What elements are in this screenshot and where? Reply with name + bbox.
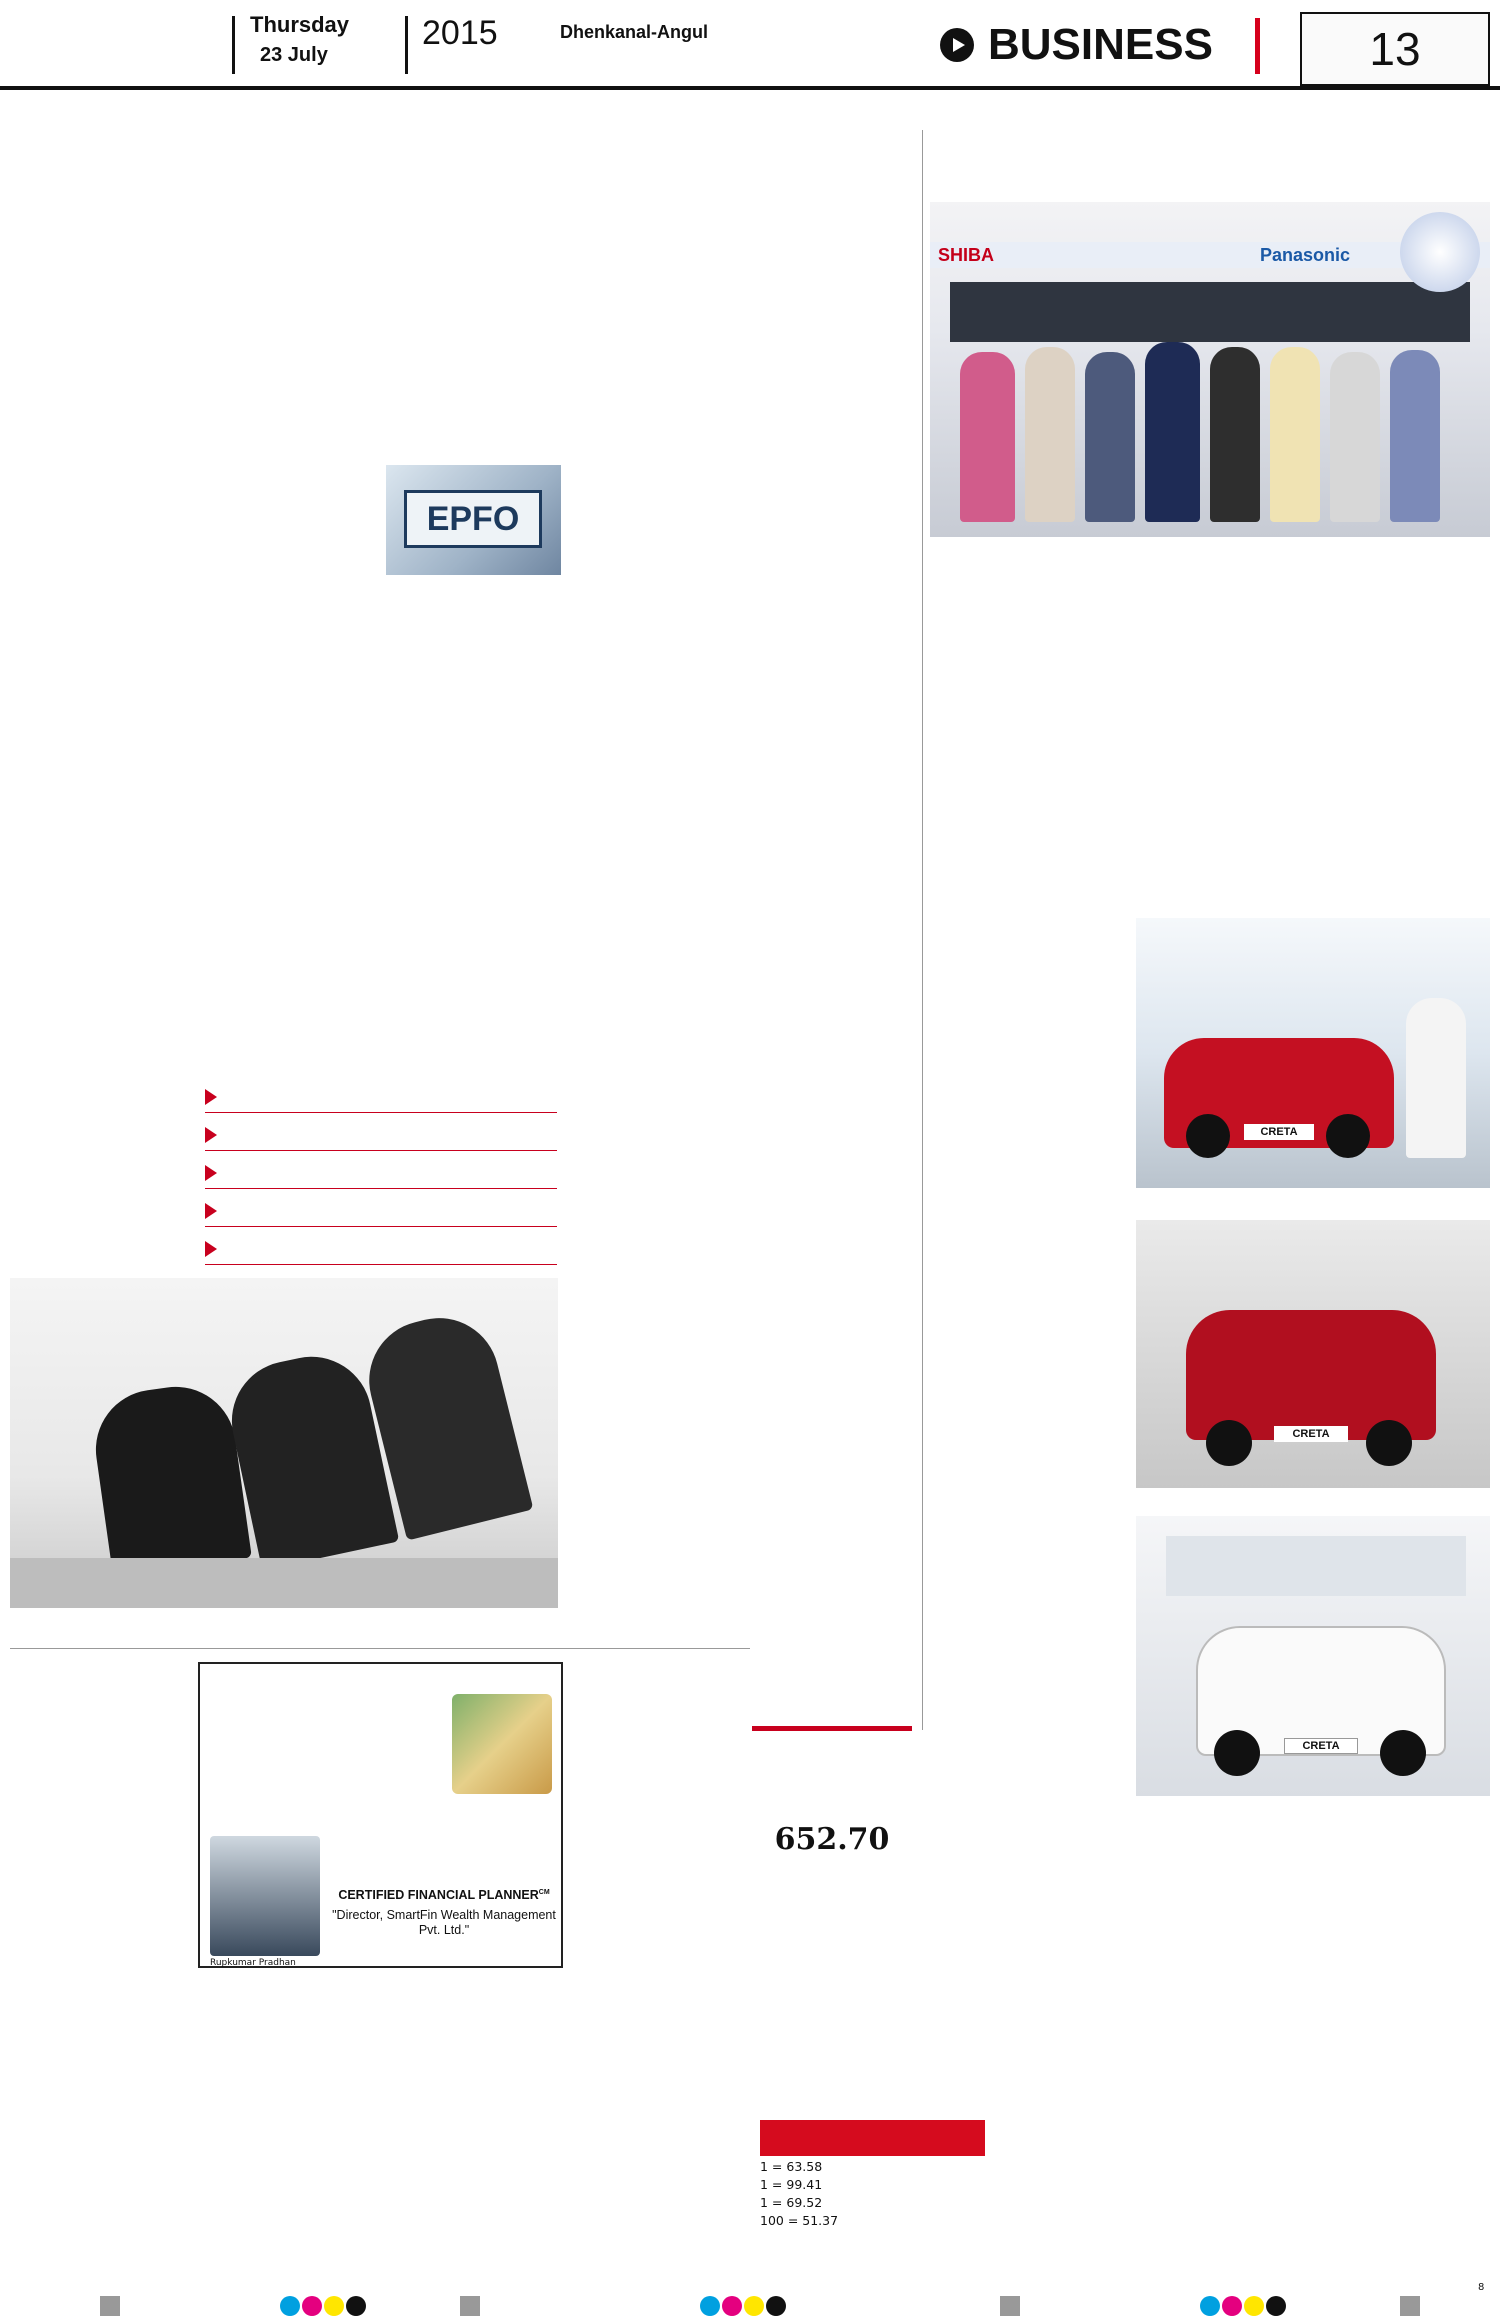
creta-launch-photo-3 xyxy=(1136,1516,1490,1796)
cyan-dot xyxy=(280,2296,300,2316)
advice-column-3 xyxy=(386,1976,558,2258)
plate: CRETA xyxy=(1244,1124,1314,1140)
toshiba-bullet xyxy=(205,1078,557,1113)
creta-column-1 xyxy=(930,918,1108,2022)
creta-column-2 xyxy=(1136,1822,1308,2022)
edition-name: Dhenkanal-Angul xyxy=(560,22,709,42)
toshiba-bullet xyxy=(205,1154,557,1189)
exchange-rate-row: 1 = 63.58 xyxy=(760,2159,823,2174)
plate: CRETA xyxy=(1284,1738,1358,1754)
sebi-column-1 xyxy=(930,2080,1108,2280)
exchange-rates-title xyxy=(760,2120,985,2156)
epfo-column-3 xyxy=(386,352,558,462)
black-dot xyxy=(766,2296,786,2316)
toshiba-bullet xyxy=(205,1192,557,1227)
nabard-column xyxy=(752,1868,912,2118)
flights-column xyxy=(752,792,912,1722)
toshiba-bullet xyxy=(205,1230,557,1265)
cyan-dot xyxy=(1200,2296,1220,2316)
nabard-amount: 652.70 xyxy=(774,1822,890,1857)
sebi-column-3 xyxy=(1306,2080,1490,2280)
gray-mark xyxy=(460,2296,480,2316)
advice-column-2 xyxy=(198,1976,376,2258)
sebi-column-2 xyxy=(1116,2080,1298,2280)
toshiba-column-1 xyxy=(10,792,188,1270)
exchange-rate-row: 100 = 51.37 xyxy=(760,2213,839,2228)
cyan-dot xyxy=(700,2296,720,2316)
golden-column-2 xyxy=(1116,566,1298,800)
epfo-column-5 xyxy=(743,352,908,788)
epfo-column-1 xyxy=(10,352,188,788)
people-group xyxy=(960,332,1460,522)
gray-mark xyxy=(1000,2296,1020,2316)
column-rule xyxy=(922,130,923,1730)
panasonic-sign: Panasonic xyxy=(1260,245,1351,265)
date-day: Thursday xyxy=(250,12,350,37)
plate: CRETA xyxy=(1274,1426,1348,1442)
advice-column-4 xyxy=(568,1662,743,2258)
masthead-divider xyxy=(232,16,235,74)
exchange-rates-list xyxy=(760,2158,920,2230)
footer-number: 8 xyxy=(1478,2282,1485,2293)
date-year: 2015 xyxy=(422,14,498,52)
toshiba-column-3 xyxy=(386,792,558,1070)
toshiba-bow-photo xyxy=(10,1278,558,1608)
black-dot xyxy=(1266,2296,1286,2316)
executive-figure xyxy=(88,1379,252,1577)
date-month-day: 23 July xyxy=(260,44,328,66)
golden-column-3 xyxy=(1306,566,1490,800)
nabard-rule xyxy=(752,1726,912,1731)
exchange-rate-row: 1 = 99.41 xyxy=(760,2177,823,2192)
creta-launch-photo-1 xyxy=(1136,918,1490,1188)
toshiba-bullet xyxy=(205,1116,557,1151)
gray-mark xyxy=(1400,2296,1420,2316)
section-rule xyxy=(10,1648,750,1649)
toshiba-bullets xyxy=(205,1078,557,1268)
toshiba-column-2 xyxy=(198,792,376,1070)
masthead-bar xyxy=(0,0,1500,90)
magenta-dot xyxy=(1222,2296,1242,2316)
gray-mark xyxy=(100,2296,120,2316)
black-dot xyxy=(346,2296,366,2316)
golden-column-1 xyxy=(930,566,1108,800)
epfo-logo-text: EPFO xyxy=(404,490,542,548)
magenta-dot xyxy=(722,2296,742,2316)
creta-launch-photo-2 xyxy=(1136,1220,1490,1488)
balloons xyxy=(1400,212,1480,292)
play-icon xyxy=(940,28,974,62)
people-group xyxy=(1166,1536,1466,1596)
exchange-rate-row: 1 = 69.52 xyxy=(760,2195,823,2210)
masthead-divider xyxy=(405,16,408,74)
cfp-role: "Director, SmartFin Wealth Management Pvt. Ltd." xyxy=(332,1908,556,1937)
author-photo xyxy=(210,1836,320,1956)
toshiba-column-4 xyxy=(568,792,743,1528)
epfo-logo-image xyxy=(386,465,561,575)
epfo-column-2 xyxy=(198,352,376,788)
cfp-title: CERTIFIED FINANCIAL $PLANNER^{CM}$ xyxy=(338,1888,550,1902)
advice-column-1 xyxy=(10,1658,188,2258)
page-number: 13 xyxy=(1300,12,1490,86)
person xyxy=(1406,998,1466,1158)
author-name: Rupkumar Pradhan xyxy=(210,1958,296,1968)
column-advert-box xyxy=(198,1662,563,1968)
magenta-dot xyxy=(302,2296,322,2316)
section-name: BUSINESS xyxy=(988,20,1213,69)
money-icon xyxy=(452,1694,552,1794)
section-divider xyxy=(1255,18,1260,74)
creta-column-3 xyxy=(1316,1822,1490,2022)
yellow-dot xyxy=(744,2296,764,2316)
lucky-draw-photo xyxy=(930,202,1490,537)
epfo-column-3b xyxy=(386,580,558,788)
print-registration-strip xyxy=(0,2282,1500,2324)
epfo-column-4 xyxy=(568,352,733,788)
toshiba-sign: SHIBA xyxy=(938,245,995,265)
yellow-dot xyxy=(1244,2296,1264,2316)
table xyxy=(10,1558,558,1608)
yellow-dot xyxy=(324,2296,344,2316)
